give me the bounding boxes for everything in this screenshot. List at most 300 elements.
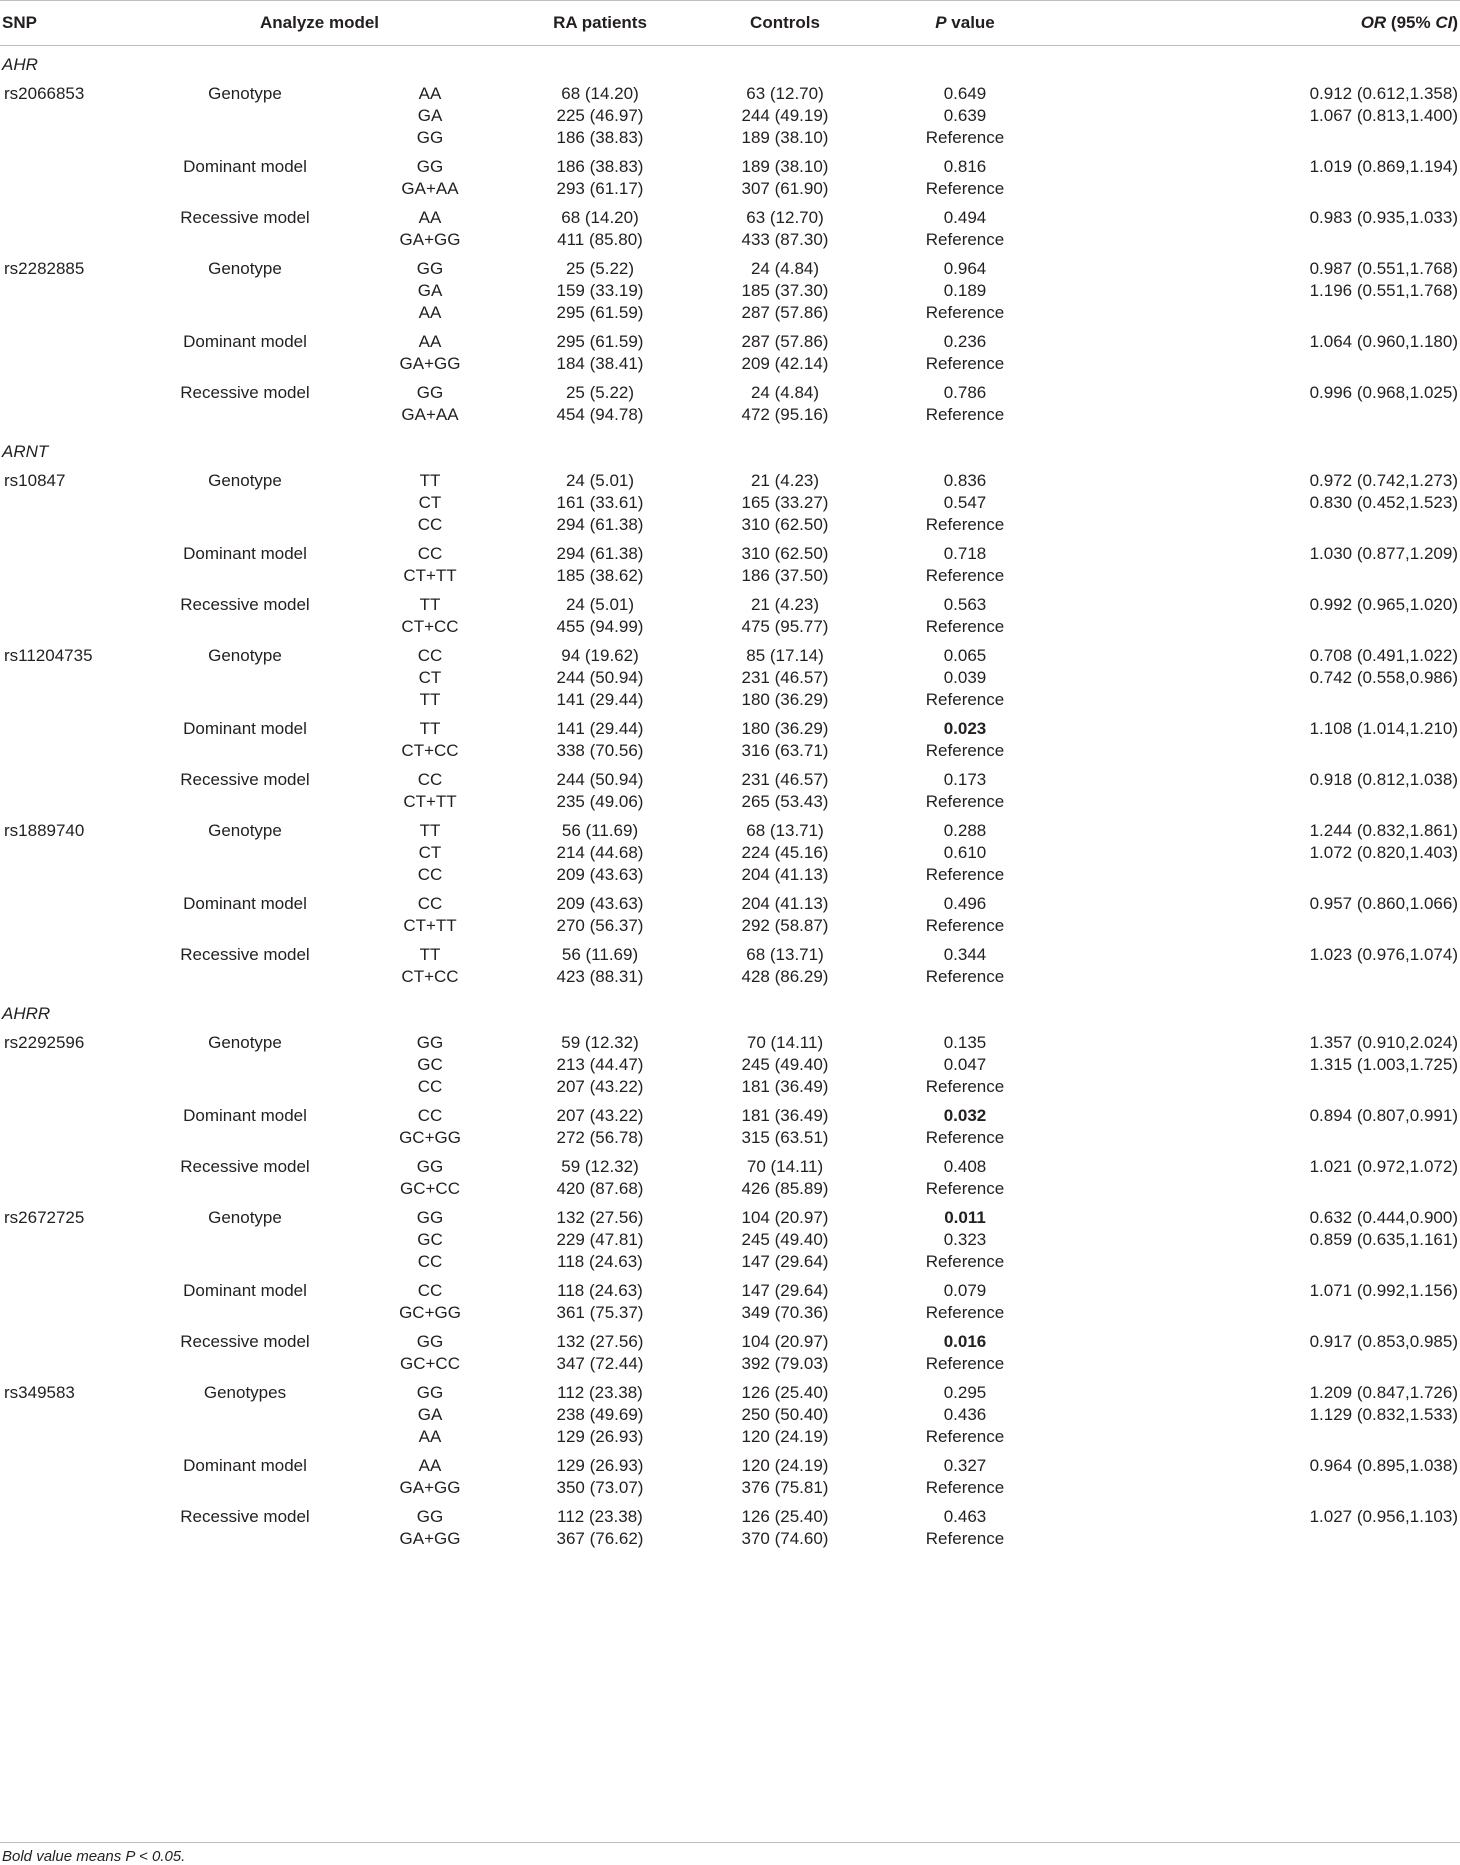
- analyze-model: Dominant model: [183, 719, 307, 738]
- genotype-cell: CC: [417, 1106, 443, 1125]
- p-value-cell: 0.463: [943, 1507, 987, 1526]
- ra-patients-cell: 367 (76.62): [556, 1529, 644, 1548]
- ra-patients-cell: 209 (43.63): [556, 894, 644, 913]
- controls-cell: 147 (29.64): [741, 1281, 829, 1300]
- table-row: [0, 1477, 1460, 1499]
- genotype-cell: TT: [419, 945, 441, 964]
- p-value-cell: 0.786: [943, 383, 987, 402]
- or-ci-cell: 0.917 (0.853,0.985): [1309, 1332, 1458, 1351]
- controls-cell: 244 (49.19): [741, 106, 829, 125]
- table-row: [0, 1528, 1460, 1550]
- analyze-model: Recessive model: [180, 208, 310, 227]
- or-ci-cell: 0.859 (0.635,1.161): [1309, 1230, 1458, 1249]
- genotype-cell: AA: [418, 332, 442, 351]
- ra-patients-cell: 118 (24.63): [557, 1252, 643, 1271]
- p-value-cell: 0.816: [943, 157, 987, 176]
- or-ci-cell: 0.992 (0.965,1.020): [1309, 595, 1458, 614]
- controls-cell: 204 (41.13): [741, 865, 829, 884]
- ra-patients-cell: 129 (26.93): [556, 1427, 644, 1446]
- genotype-cell: GG: [416, 383, 444, 402]
- genotype-cell: GA+GG: [399, 1478, 461, 1497]
- row-spacer: [0, 1098, 1460, 1105]
- ra-patients-cell: 141 (29.44): [556, 719, 644, 738]
- table-row: [0, 1105, 1460, 1127]
- controls-cell: 104 (20.97): [741, 1208, 829, 1227]
- genotype-cell: AA: [418, 1456, 442, 1475]
- genotype-cell: CC: [417, 646, 443, 665]
- table-row: [0, 514, 1460, 536]
- header-or-italic: OR: [1360, 13, 1387, 32]
- or-ci-cell: 0.912 (0.612,1.358): [1309, 84, 1458, 103]
- ra-patients-cell: 229 (47.81): [556, 1230, 644, 1249]
- row-spacer: [0, 937, 1460, 944]
- p-value-cell: Reference: [925, 566, 1005, 585]
- controls-cell: 310 (62.50): [741, 544, 829, 563]
- ra-patients-cell: 68 (14.20): [561, 208, 639, 227]
- controls-cell: 231 (46.57): [741, 668, 829, 687]
- row-spacer: [0, 251, 1460, 258]
- table-row: [0, 353, 1460, 375]
- header-p-italic: P: [935, 13, 947, 32]
- row-spacer: [0, 1375, 1460, 1382]
- p-value-cell: Reference: [925, 741, 1005, 760]
- ra-patients-cell: 295 (61.59): [556, 332, 644, 351]
- row-spacer: [0, 711, 1460, 718]
- table-row: [0, 1331, 1460, 1353]
- table-row: [0, 1426, 1460, 1448]
- p-value-cell: 0.563: [943, 595, 987, 614]
- ra-patients-cell: 24 (5.01): [565, 595, 635, 614]
- genotype-cell: GG: [416, 157, 444, 176]
- analyze-model: Genotypes: [203, 1383, 287, 1402]
- or-ci-cell: 0.983 (0.935,1.033): [1309, 208, 1458, 227]
- p-value-cell: Reference: [925, 1354, 1005, 1373]
- p-value-cell: 0.496: [943, 894, 987, 913]
- controls-cell: 292 (58.87): [741, 916, 829, 935]
- gene-row: [0, 46, 1460, 83]
- table-row: [0, 280, 1460, 302]
- genotype-cell: GA+GG: [399, 1529, 461, 1548]
- genotype-cell: AA: [418, 84, 442, 103]
- controls-cell: 181 (36.49): [741, 1077, 829, 1096]
- analyze-model: Genotype: [208, 821, 282, 840]
- ra-patients-cell: 186 (38.83): [556, 128, 644, 147]
- p-value-cell: Reference: [925, 690, 1005, 709]
- table-row: [0, 791, 1460, 813]
- controls-cell: 287 (57.86): [741, 303, 829, 322]
- p-value-cell: 0.494: [943, 208, 987, 227]
- genotype-cell: CT+TT: [403, 792, 457, 811]
- table-row: [0, 1251, 1460, 1273]
- controls-cell: 349 (70.36): [741, 1303, 829, 1322]
- header-ra-patients: RA patients: [553, 13, 647, 32]
- ra-patients-cell: 59 (12.32): [561, 1157, 639, 1176]
- row-spacer: [0, 1324, 1460, 1331]
- genotype-cell: GA+AA: [401, 179, 459, 198]
- ra-patients-cell: 209 (43.63): [556, 865, 644, 884]
- ra-patients-cell: 455 (94.99): [556, 617, 644, 636]
- ra-patients-cell: 207 (43.22): [556, 1106, 644, 1125]
- ra-patients-cell: 186 (38.83): [556, 157, 644, 176]
- genotype-cell: CC: [417, 770, 443, 789]
- p-value-cell: 0.236: [943, 332, 987, 351]
- table-header: [0, 0, 1460, 46]
- or-ci-cell: 0.830 (0.452,1.523): [1309, 493, 1458, 512]
- ra-patients-cell: 112 (23.38): [557, 1383, 643, 1402]
- ra-patients-cell: 244 (50.94): [556, 770, 644, 789]
- genotype-cell: CC: [417, 1077, 443, 1096]
- header-controls: Controls: [750, 13, 820, 32]
- genotype-cell: CT+TT: [403, 916, 457, 935]
- controls-cell: 180 (36.29): [741, 719, 829, 738]
- controls-cell: 68 (13.71): [746, 945, 824, 964]
- ra-patients-cell: 184 (38.41): [556, 354, 644, 373]
- snp-id: rs2282885: [4, 259, 85, 278]
- row-spacer: [0, 638, 1460, 645]
- analyze-model: Dominant model: [183, 544, 307, 563]
- genotype-cell: GC+CC: [400, 1179, 460, 1198]
- header-or-end: ): [1452, 13, 1458, 32]
- row-spacer: [0, 762, 1460, 769]
- gene-name: AHR: [2, 55, 38, 74]
- table-row: [0, 1506, 1460, 1528]
- or-ci-cell: 0.708 (0.491,1.022): [1309, 646, 1458, 665]
- snp-block: [0, 645, 1460, 820]
- or-ci-cell: 1.108 (1.014,1.210): [1309, 719, 1458, 738]
- header-p-value: [850, 13, 1080, 33]
- controls-cell: 126 (25.40): [741, 1507, 829, 1526]
- p-value-cell: Reference: [925, 1478, 1005, 1497]
- table-row: [0, 966, 1460, 988]
- analyze-model: Genotype: [208, 471, 282, 490]
- table-row: [0, 718, 1460, 740]
- row-spacer: [0, 886, 1460, 893]
- genotype-cell: GA+AA: [401, 405, 459, 424]
- controls-cell: 181 (36.49): [741, 1106, 829, 1125]
- p-value-cell: Reference: [925, 1128, 1005, 1147]
- ra-patients-cell: 293 (61.17): [556, 179, 644, 198]
- controls-cell: 189 (38.10): [741, 128, 829, 147]
- snp-id: rs10847: [4, 471, 66, 490]
- or-ci-cell: 1.072 (0.820,1.403): [1309, 843, 1458, 862]
- genotype-cell: GA: [417, 106, 443, 125]
- p-value-cell: Reference: [925, 303, 1005, 322]
- p-value-cell: 0.079: [943, 1281, 987, 1300]
- snp-id: rs2292596: [4, 1033, 85, 1052]
- genotype-cell: TT: [419, 719, 441, 738]
- snp-id: rs1889740: [4, 821, 85, 840]
- table-row: [0, 864, 1460, 886]
- ra-patients-cell: 59 (12.32): [561, 1033, 639, 1052]
- p-value-cell: Reference: [925, 617, 1005, 636]
- controls-cell: 426 (85.89): [741, 1179, 829, 1198]
- or-ci-cell: 1.030 (0.877,1.209): [1309, 544, 1458, 563]
- or-ci-cell: 1.023 (0.976,1.074): [1309, 945, 1458, 964]
- controls-cell: 287 (57.86): [741, 332, 829, 351]
- table-row: [0, 470, 1460, 492]
- table-row: [0, 1302, 1460, 1324]
- controls-cell: 120 (24.19): [741, 1427, 829, 1446]
- table-body: [0, 46, 1460, 1557]
- table-row: [0, 543, 1460, 565]
- analyze-model: Recessive model: [180, 383, 310, 402]
- genotype-cell: GG: [416, 128, 444, 147]
- genotype-cell: GA: [417, 281, 443, 300]
- header-or-mid: (95%: [1386, 13, 1436, 32]
- table-row: [0, 1156, 1460, 1178]
- or-ci-cell: 0.964 (0.895,1.038): [1309, 1456, 1458, 1475]
- controls-cell: 189 (38.10): [741, 157, 829, 176]
- controls-cell: 231 (46.57): [741, 770, 829, 789]
- gene-row: [0, 995, 1460, 1032]
- row-spacer: [0, 1499, 1460, 1506]
- table-row: [0, 229, 1460, 251]
- table-row: [0, 1178, 1460, 1200]
- p-value-cell: 0.649: [943, 84, 987, 103]
- ra-patients-cell: 411 (85.80): [557, 230, 643, 249]
- table-row: [0, 1076, 1460, 1098]
- genotype-cell: GG: [416, 259, 444, 278]
- or-ci-cell: 0.987 (0.551,1.768): [1309, 259, 1458, 278]
- ra-patients-cell: 25 (5.22): [565, 259, 635, 278]
- p-value-cell: Reference: [925, 128, 1005, 147]
- analyze-model: Recessive model: [180, 1507, 310, 1526]
- header-or-ci: CI: [1435, 13, 1453, 32]
- p-value-cell: 0.295: [943, 1383, 987, 1402]
- snp-block: [0, 1382, 1460, 1557]
- header-or: [1361, 13, 1458, 33]
- ra-patients-cell: 159 (33.19): [556, 281, 644, 300]
- snp-block: [0, 83, 1460, 258]
- ra-patients-cell: 454 (94.78): [556, 405, 644, 424]
- ra-patients-cell: 238 (49.69): [556, 1405, 644, 1424]
- table-row: [0, 944, 1460, 966]
- or-ci-cell: 0.957 (0.860,1.066): [1309, 894, 1458, 913]
- snp-block: [0, 470, 1460, 645]
- p-value-cell: 0.836: [943, 471, 987, 490]
- table-row: [0, 105, 1460, 127]
- gene-name: ARNT: [2, 442, 49, 461]
- p-value-cell: 0.023: [943, 719, 987, 738]
- p-value-cell: 0.718: [943, 544, 987, 563]
- genotype-cell: CC: [417, 515, 443, 534]
- analyze-model: Genotype: [208, 84, 282, 103]
- ra-patients-cell: 361 (75.37): [556, 1303, 644, 1322]
- or-ci-cell: 1.244 (0.832,1.861): [1309, 821, 1458, 840]
- table-row: [0, 178, 1460, 200]
- analyze-model: Recessive model: [180, 770, 310, 789]
- controls-cell: 428 (86.29): [741, 967, 829, 986]
- genotype-cell: CT+CC: [401, 741, 459, 760]
- ra-patients-cell: 112 (23.38): [557, 1507, 643, 1526]
- table-row: [0, 1455, 1460, 1477]
- genotype-cell: CC: [417, 1281, 443, 1300]
- genotype-cell: GA+GG: [399, 354, 461, 373]
- controls-cell: 376 (75.81): [741, 1478, 829, 1497]
- table-row: [0, 207, 1460, 229]
- or-ci-cell: 1.196 (0.551,1.768): [1309, 281, 1458, 300]
- p-value-cell: Reference: [925, 967, 1005, 986]
- genotype-cell: CT: [418, 843, 442, 862]
- genotype-cell: GA+GG: [399, 230, 461, 249]
- controls-cell: 147 (29.64): [741, 1252, 829, 1271]
- genotype-cell: AA: [418, 1427, 442, 1446]
- snp-block: [0, 258, 1460, 433]
- p-value-cell: 0.639: [943, 106, 987, 125]
- controls-cell: 307 (61.90): [741, 179, 829, 198]
- table-row: [0, 258, 1460, 280]
- controls-cell: 472 (95.16): [741, 405, 829, 424]
- ra-patients-cell: 141 (29.44): [556, 690, 644, 709]
- row-spacer: [0, 536, 1460, 543]
- row-spacer: [0, 988, 1460, 995]
- p-value-cell: Reference: [925, 179, 1005, 198]
- table-row: [0, 156, 1460, 178]
- genotype-cell: GC+CC: [400, 1354, 460, 1373]
- or-ci-cell: 1.129 (0.832,1.533): [1309, 1405, 1458, 1424]
- header-snp: SNP: [2, 13, 37, 32]
- ra-patients-cell: 129 (26.93): [556, 1456, 644, 1475]
- p-value-cell: Reference: [925, 1427, 1005, 1446]
- or-ci-cell: 1.071 (0.992,1.156): [1309, 1281, 1458, 1300]
- controls-cell: 310 (62.50): [741, 515, 829, 534]
- controls-cell: 433 (87.30): [741, 230, 829, 249]
- controls-cell: 85 (17.14): [746, 646, 824, 665]
- ra-patients-cell: 350 (73.07): [556, 1478, 644, 1497]
- genotype-cell: GG: [416, 1507, 444, 1526]
- p-value-cell: 0.135: [943, 1033, 987, 1052]
- ra-patients-cell: 56 (11.69): [561, 945, 639, 964]
- ra-patients-cell: 25 (5.22): [565, 383, 635, 402]
- genotype-cell: GG: [416, 1157, 444, 1176]
- genotype-cell: CT: [418, 668, 442, 687]
- ra-patients-cell: 161 (33.61): [556, 493, 644, 512]
- controls-cell: 370 (74.60): [741, 1529, 829, 1548]
- p-value-cell: 0.011: [944, 1208, 986, 1227]
- p-value-cell: 0.032: [943, 1106, 987, 1125]
- controls-cell: 70 (14.11): [746, 1157, 824, 1176]
- snp-id: rs2672725: [4, 1208, 85, 1227]
- controls-cell: 104 (20.97): [741, 1332, 829, 1351]
- analyze-model: Dominant model: [183, 157, 307, 176]
- ra-patients-cell: 270 (56.37): [556, 916, 644, 935]
- controls-cell: 24 (4.84): [750, 259, 820, 278]
- controls-cell: 21 (4.23): [750, 595, 820, 614]
- genotype-cell: TT: [419, 595, 441, 614]
- table-row: [0, 1280, 1460, 1302]
- p-value-cell: 0.408: [943, 1157, 987, 1176]
- table-row: [0, 127, 1460, 149]
- controls-cell: 24 (4.84): [750, 383, 820, 402]
- table-row: [0, 1404, 1460, 1426]
- ra-patients-cell: 295 (61.59): [556, 303, 644, 322]
- table-row: [0, 83, 1460, 105]
- table-row: [0, 492, 1460, 514]
- controls-cell: 209 (42.14): [741, 354, 829, 373]
- or-ci-cell: 1.027 (0.956,1.103): [1309, 1507, 1458, 1526]
- row-spacer: [0, 1448, 1460, 1455]
- p-value-cell: 0.039: [943, 668, 987, 687]
- genotype-cell: GC+GG: [399, 1128, 461, 1147]
- snp-id: rs11204735: [4, 646, 93, 665]
- table-row: [0, 842, 1460, 864]
- analyze-model: Recessive model: [180, 945, 310, 964]
- genotype-cell: TT: [419, 471, 441, 490]
- controls-cell: 392 (79.03): [741, 1354, 829, 1373]
- ra-patients-cell: 272 (56.78): [556, 1128, 644, 1147]
- p-value-cell: Reference: [925, 515, 1005, 534]
- table-row: [0, 404, 1460, 426]
- controls-cell: 63 (12.70): [746, 84, 824, 103]
- genotype-cell: CT+TT: [403, 566, 457, 585]
- p-value-cell: 0.173: [943, 770, 987, 789]
- controls-cell: 265 (53.43): [741, 792, 829, 811]
- p-value-cell: 0.344: [943, 945, 987, 964]
- table-row: [0, 616, 1460, 638]
- or-ci-cell: 1.019 (0.869,1.194): [1309, 157, 1458, 176]
- p-value-cell: 0.327: [943, 1456, 987, 1475]
- controls-cell: 224 (45.16): [741, 843, 829, 862]
- genotype-cell: TT: [419, 690, 441, 709]
- p-value-cell: 0.288: [943, 821, 987, 840]
- controls-cell: 126 (25.40): [741, 1383, 829, 1402]
- table-row: [0, 382, 1460, 404]
- p-value-cell: Reference: [925, 354, 1005, 373]
- genotype-cell: AA: [418, 303, 442, 322]
- table-row: [0, 565, 1460, 587]
- snp-id: rs2066853: [4, 84, 85, 103]
- p-value-cell: 0.964: [943, 259, 987, 278]
- p-value-cell: 0.016: [943, 1332, 987, 1351]
- ra-patients-cell: 214 (44.68): [556, 843, 644, 862]
- gene-name: AHRR: [2, 1004, 51, 1023]
- table-row: [0, 1382, 1460, 1404]
- ra-patients-cell: 235 (49.06): [556, 792, 644, 811]
- controls-cell: 70 (14.11): [746, 1033, 824, 1052]
- row-spacer: [0, 1200, 1460, 1207]
- p-value-cell: Reference: [925, 1529, 1005, 1548]
- genotype-cell: CC: [417, 894, 443, 913]
- table-row: [0, 594, 1460, 616]
- p-value-cell: Reference: [925, 405, 1005, 424]
- header-p-rest: value: [946, 13, 995, 32]
- p-value-cell: Reference: [925, 916, 1005, 935]
- table-row: [0, 1207, 1460, 1229]
- genotype-cell: CT+CC: [401, 617, 459, 636]
- ra-patients-cell: 225 (46.97): [556, 106, 644, 125]
- snp-block: [0, 1207, 1460, 1382]
- ra-patients-cell: 294 (61.38): [556, 515, 644, 534]
- snp-block: [0, 820, 1460, 995]
- table-row: [0, 915, 1460, 937]
- controls-cell: 165 (33.27): [741, 493, 829, 512]
- table-row: [0, 1054, 1460, 1076]
- table-row: [0, 1229, 1460, 1251]
- row-spacer: [0, 1273, 1460, 1280]
- controls-cell: 316 (63.71): [741, 741, 829, 760]
- table-row: [0, 769, 1460, 791]
- ra-patients-cell: 94 (19.62): [561, 646, 639, 665]
- analyze-model: Genotype: [208, 1208, 282, 1227]
- table-row: [0, 689, 1460, 711]
- p-value-cell: 0.323: [943, 1230, 987, 1249]
- or-ci-cell: 1.357 (0.910,2.024): [1309, 1033, 1458, 1052]
- analyze-model: Dominant model: [183, 332, 307, 351]
- controls-cell: 21 (4.23): [750, 471, 820, 490]
- p-value-cell: 0.547: [943, 493, 987, 512]
- table-row: [0, 667, 1460, 689]
- or-ci-cell: 0.742 (0.558,0.986): [1309, 668, 1458, 687]
